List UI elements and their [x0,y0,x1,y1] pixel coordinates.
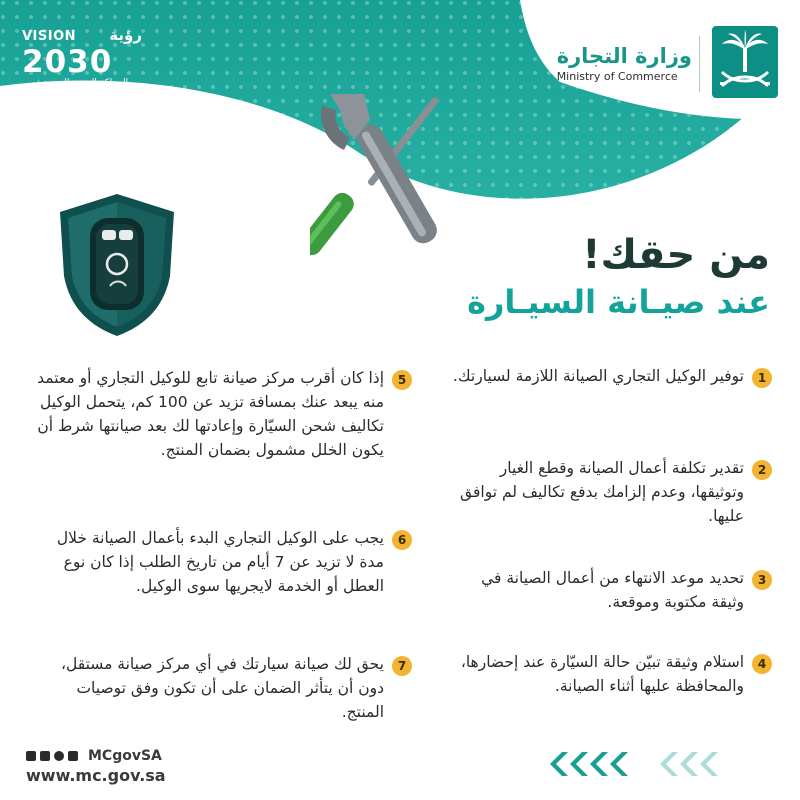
decorative-chevrons [550,744,770,784]
item-number-badge: 2 [752,460,772,480]
instagram-icon[interactable] [54,751,64,761]
youtube-icon[interactable] [68,751,78,761]
list-item [34,526,412,598]
item-text: إذا كان أقرب مركز صيانة تابع للوكيل التجاري أو معتمد منه يبعد عنك بمسافة تزيد عن 100 كم، يتحمل الوكيل تكاليف شحن السيّارة وإعادتها لك بعد صيانتها شرط أن يكون الخلل مشمول بضمان المنتج. [37,369,384,459]
vision-kingdom-ar: المملكة العربية السعودية [35,78,129,88]
item-number-badge: 1 [752,368,772,388]
tools-illustration [310,88,490,268]
item-text: تحديد موعد الانتهاء من أعمال الصيانة في وثيقة مكتوبة وموقعة. [481,569,744,611]
item-text: توفير الوكيل التجاري الصيانة اللازمة لسيارتك. [452,367,744,385]
item-number-badge: 4 [752,654,772,674]
ministry-name [557,44,692,84]
vision-year: 2030 [22,44,113,80]
ministry-divider [699,36,700,92]
vision-kingdom-en: KINGDOM OF SAUDI ARABIA [32,89,132,97]
palm-swords-emblem-icon [712,26,778,98]
ministry-logo [478,26,778,106]
ministry-name-ar: وزارة التجارة [556,44,692,68]
item-number-badge: 7 [392,656,412,676]
list-item [452,364,772,388]
item-text: استلام وثيقة تبيّن حالة السيّارة عند إحضارها، والمحافظة عليها أثناء الصيانة. [460,653,744,695]
shield-key-icon [52,190,182,340]
page-title: من حقك! [582,232,770,278]
item-text: تقدير تكلفة أعمال الصيانة وقطع الغيار وتوثيقها، وعدم إلزامك بدفع تكاليف لم توافق عليها. [460,459,744,525]
list-item [452,650,772,698]
list-item [452,456,772,528]
vision-label-ar: رؤية [109,26,142,44]
list-item [34,652,412,724]
ministry-name-en: Ministry of Commerce [556,70,678,83]
twitter-icon[interactable] [26,751,36,761]
list-item [34,366,412,462]
item-number-badge: 3 [752,570,772,590]
item-number-badge: 6 [392,530,412,550]
headline [467,232,770,322]
social-links [26,748,326,764]
item-number-badge: 5 [392,370,412,390]
item-text: يجب على الوكيل التجاري البدء بأعمال الصيانة خلال مدة لا تزيد عن 7 أيام من تاريخ الطلب إذا كان نوع العطل أو الخدمة لايجريها سوى الوكيل. [56,529,384,595]
vision-2030-logo [22,26,142,98]
item-text: يحق لك صيانة سيارتك في أي مركز صيانة مستقل، دون أن يتأثر الضمان على أن تكون وفق توصيات المنتج. [60,655,384,721]
social-handle[interactable]: MCgovSA [88,748,162,764]
facebook-icon[interactable] [40,751,50,761]
page-subtitle: عند صيـانة السيـارة [467,283,770,321]
list-item [452,566,772,614]
vision-label: VISION [22,29,77,44]
footer [26,748,326,785]
website-link[interactable]: www.mc.gov.sa [26,766,166,785]
